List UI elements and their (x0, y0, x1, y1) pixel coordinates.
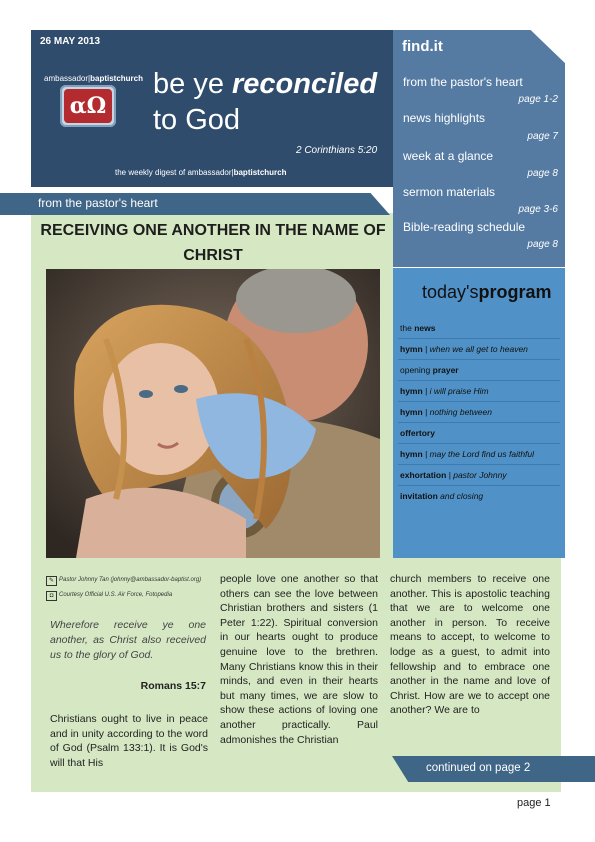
find-page-sermon-materials: page 3-6 (518, 204, 558, 215)
program-item: hymn | nothing between (400, 407, 492, 417)
find-page-pastors-heart: page 1-2 (518, 94, 558, 105)
program-item: opening prayer (400, 365, 459, 375)
program-item: exhortation | pastor Johnny (400, 470, 507, 480)
photo-illustration (46, 269, 380, 558)
program-item: hymn | when we all get to heaven (400, 344, 528, 354)
find-item-sermon-materials[interactable]: sermon materials (403, 185, 496, 199)
program-title: today'sprogram (422, 282, 552, 302)
program-item: hymn | i will praise Him (400, 386, 489, 396)
masthead-title-line2: to God (153, 104, 241, 136)
program-item: offertory (400, 428, 435, 438)
issue-date: 26 MAY 2013 (40, 36, 101, 47)
page-number: page 1 (517, 797, 551, 809)
divider (398, 464, 560, 465)
find-item-bible-reading[interactable]: Bible-reading schedule (403, 220, 526, 234)
digest-tagline: the weekly digest of ambassador|baptistchurch (115, 168, 287, 177)
article-column-3: church members to receive one another. This is apostolic teaching that we are to welcome one another in person. To receive means to accept, to welcome to lodge as a guest, to admit into fellowship and to embrace one another in the name and love of Christ. How are we to accept one another? We are to (390, 573, 550, 717)
find-item-week-at-a-glance[interactable]: week at a glance (403, 149, 494, 163)
find-it-title: find.it (402, 38, 443, 55)
continued-label[interactable]: continued on page 2 (426, 762, 531, 774)
divider (398, 401, 560, 402)
author-credit: Pastor Johnny Tan (johnny@ambassador-baptist.org) (59, 577, 202, 583)
masthead-title: be ye reconciled (153, 68, 378, 100)
program-item: the news (400, 323, 436, 333)
pencil-icon: ✎ (46, 576, 57, 586)
divider (398, 359, 560, 360)
divider (398, 443, 560, 444)
article-column-1: Christians ought to live in peace and in unity according to the word of God (Psalm 133:1). It is God's will that His (50, 713, 208, 769)
divider (398, 338, 560, 339)
camera-icon: ◘ (46, 591, 57, 601)
article-photo (46, 269, 380, 558)
find-page-news-highlights: page 7 (527, 131, 558, 142)
find-item-news-highlights[interactable]: news highlights (403, 111, 486, 125)
section-tab-label: from the pastor's heart (38, 196, 158, 210)
masthead-verse-ref: 2 Corinthians 5:20 (296, 145, 378, 156)
scripture-quote-ref: Romans 15:7 (140, 680, 206, 692)
find-item-pastors-heart[interactable]: from the pastor's heart (403, 75, 523, 89)
church-name-small: ambassador|baptistchurch (44, 74, 144, 83)
divider (398, 422, 560, 423)
photo-credit: Courtesy Official U.S. Air Force, Fotopedia (59, 592, 173, 598)
alpha-omega-icon: αΩ (64, 89, 112, 123)
article-column-2: people love one another so that others can see the love between Christian brothers and sisters (1 Peter 1:22). Spiritual conversion in our hearts ought to produce genuine love to the brethren. Many Christians know this in their minds, and even in their hearts but many times, we are slow to show these actions of loving one another practically. Paul admonishes the Christian (220, 573, 378, 746)
divider (398, 380, 560, 381)
find-page-bible-reading: page 8 (527, 239, 558, 250)
divider (398, 485, 560, 486)
article-headline: RECEIVING ONE ANOTHER IN THE NAME OF CHRIST (40, 222, 386, 264)
program-item: hymn | may the Lord find us faithful (400, 449, 535, 459)
find-page-week-at-a-glance: page 8 (527, 168, 558, 179)
scripture-quote: Wherefore receive ye one another, as Christ also received us to the glory of God. (50, 619, 206, 661)
program-item: invitation and closing (400, 491, 484, 501)
